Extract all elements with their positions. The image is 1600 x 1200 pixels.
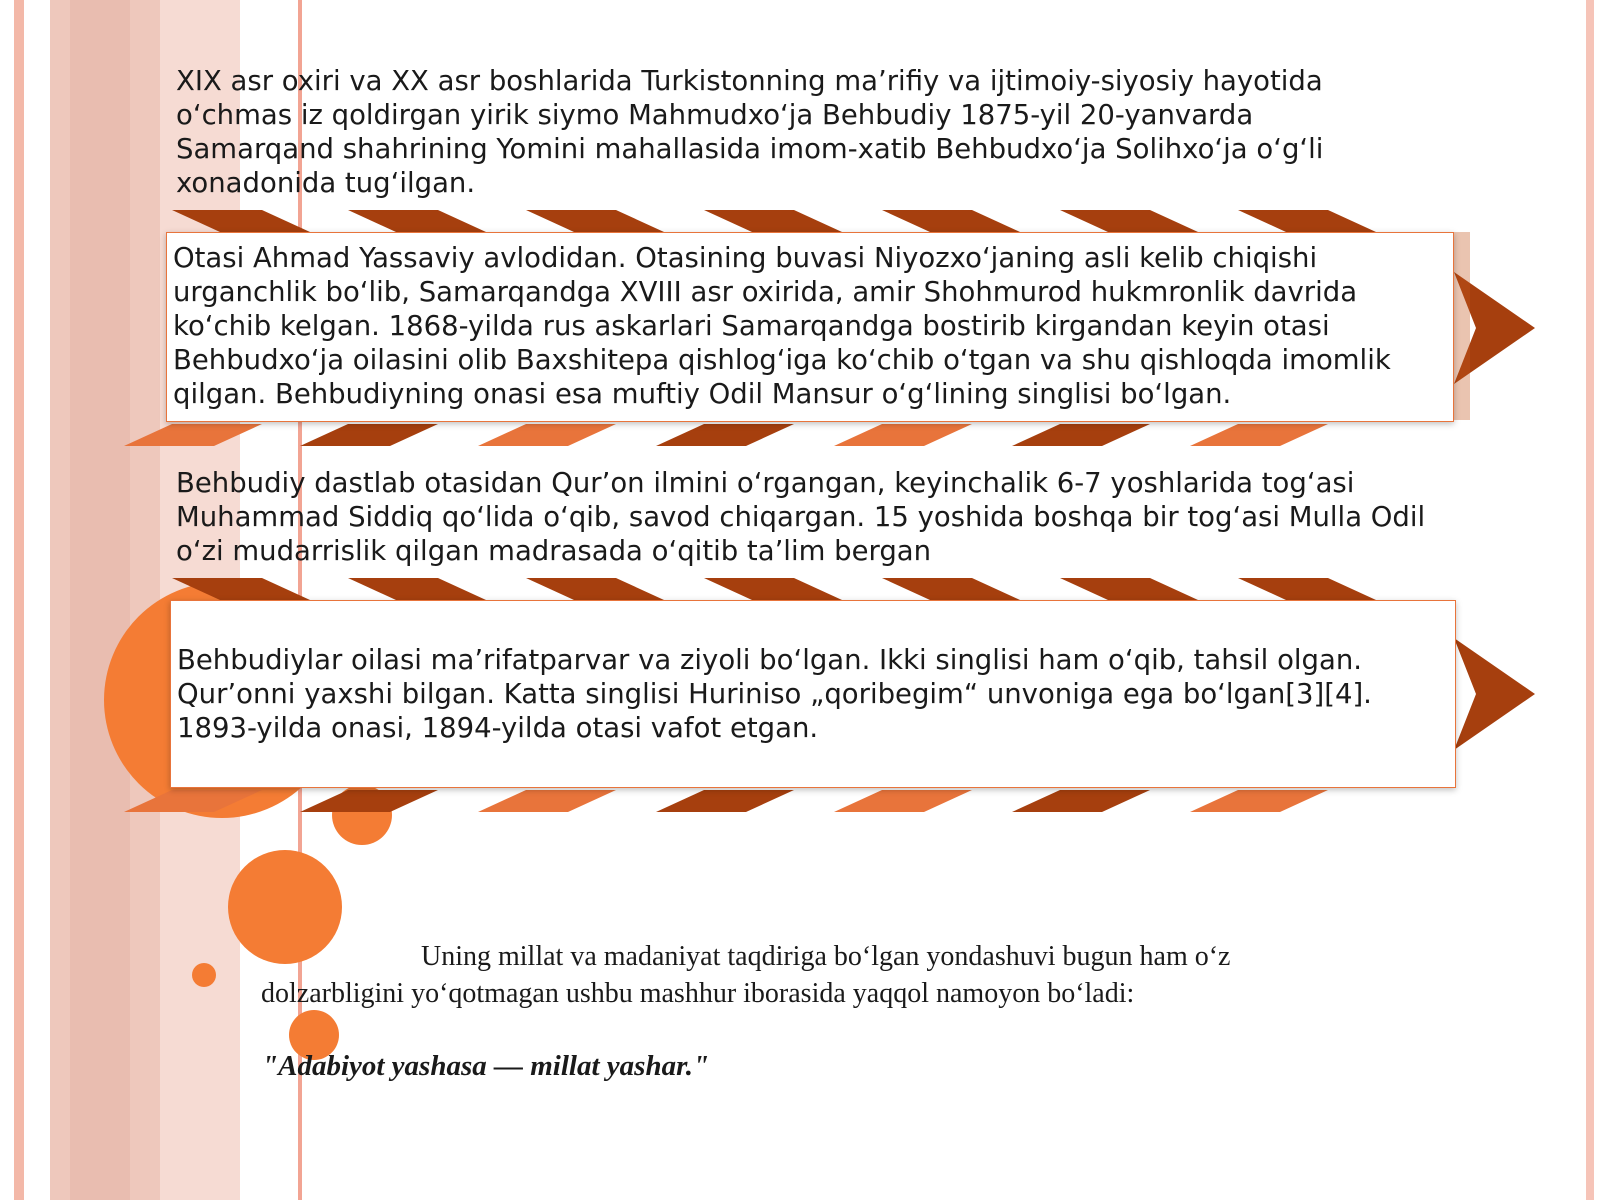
stripe-right [1586, 0, 1594, 1200]
quote-intro: Uning millat va madaniyat taqdiriga bo‘lgan yondashuvi bugun ham o‘z dolzarbligini yo‘qotmagan ushbu mashhur iborasida yaqqol namoyon bo‘ladi: [261, 941, 1231, 1009]
circle-dot [192, 963, 216, 987]
info-card-family [170, 600, 1456, 788]
arrow-head-1-tail [1452, 232, 1470, 420]
info-card-ancestry [166, 232, 1454, 422]
famous-quote: "Adabiyot yashasa — millat yashar." [262, 1050, 710, 1082]
ancestry-text: Otasi Ahmad Yassaviy avlodidan. Otasining buvasi Niyozxo‘janing asli kelib chiqishi urganchlik bo‘lib, Samarqandga XVIII asr oxirida, amir Shohmurod hukmronlik davrida ko‘chib kelgan. 1868-yilda rus askarlari Samarqandga bostirib kirgandan keyin otasi Behbudxo‘ja oilasini olib Baxshitepa qishlog‘iga ko‘chib o‘tgan va shu qishloqda imomlik qilgan. Behbudiyning onasi esa muftiy Odil Mansur o‘g‘lining singlisi bo‘lgan. [173, 242, 1391, 410]
intro-paragraph: XIX asr oxiri va XX asr boshlarida Turkistonning ma’rifiy va ijtimoiy-siyosiy hayotida o‘chmas iz qoldirgan yirik siymo Mahmudxo‘ja Behbudiy 1875-yil 20-yanvarda Samarqand shahrining Yomini mahallasida imom-xatib Behbudxo‘ja Solihxo‘ja o‘g‘li xonadonida tug‘ilgan. [176, 65, 1324, 199]
arrow-head-2 [1454, 638, 1535, 750]
education-paragraph: Behbudiy dastlab otasidan Qur’on ilmini o‘rgangan, keyinchalik 6-7 yoshlarida tog‘asi Muhammad Siddiq qo‘lida o‘qib, savod chiqargan. 15 yoshida boshqa bir tog‘asi Mulla Odil o‘zi mudarrislik qilgan madrasada o‘qitib ta’lim bergan [176, 467, 1426, 567]
family-text: Behbudiylar oilasi ma’rifatparvar va ziyoli bo‘lgan. Ikki singlisi ham o‘qib, tahsil olgan. Qur’onni yaxshi bilgan. Katta singlisi Huriniso „qoribegim“ unvoniga ega bo‘lgan[3][4]. 1893-yilda onasi, 1894-yilda otasi vafot etgan. [177, 644, 1372, 744]
stripe-wide-shade [70, 0, 130, 1200]
stripe-far-left [14, 0, 24, 1200]
